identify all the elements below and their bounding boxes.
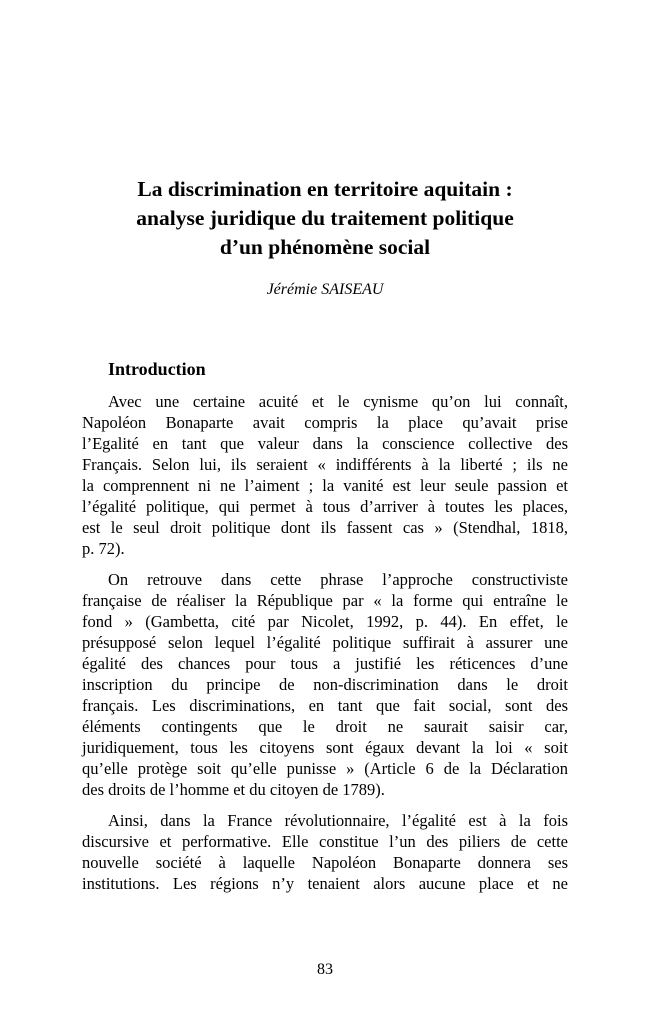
article-title — [80, 175, 570, 262]
text-line: On retrouve dans cette phrase l’approche constructiviste — [108, 570, 568, 589]
text-line: l’égalité politique, qui permet à tous d’arriver à toutes les places, — [82, 497, 568, 516]
text-line: discursive et performative. Elle constitue l’un des piliers de cette — [82, 832, 568, 851]
paragraph — [82, 810, 568, 894]
title-line: analyse juridique du traitement politique — [136, 206, 514, 230]
text-line: fond » (Gambetta, cité par Nicolet, 1992, p. 44). En effet, le — [82, 612, 568, 631]
text-line: inscription du principe de non-discrimination dans le droit — [82, 675, 568, 694]
title-line: d’un phénomène social — [219, 235, 431, 259]
article-body — [82, 391, 568, 904]
title-line: La discrimination en territoire aquitain : — [137, 177, 513, 201]
page-number: 83 — [317, 961, 333, 978]
paragraph — [82, 569, 568, 800]
text-line: la comprennent ni ne l’aiment ; la vanité est leur seule passion et — [82, 476, 568, 495]
text-line: Napoléon Bonaparte avait compris la place qu’avait prise — [82, 413, 568, 432]
text-line: qu’elle protège soit qu’elle punisse » (Article 6 de la Déclaration — [82, 759, 568, 778]
section-heading: Introduction — [108, 359, 206, 379]
text-line: français. Les discriminations, en tant que fait social, sont des — [82, 696, 568, 715]
paragraph — [82, 391, 568, 559]
text-line: française de réaliser la République par « la forme qui entraîne le — [82, 591, 568, 610]
text-line: Français. Selon lui, ils seraient « indifférents à la liberté ; ils ne — [82, 455, 568, 474]
text-line: Avec une certaine acuité et le cynisme qu’on lui connaît, — [108, 392, 568, 411]
text-line: p. 72). — [82, 539, 125, 558]
text-line: des droits de l’homme et du citoyen de 1789). — [82, 780, 385, 799]
text-line: institutions. Les régions n’y tenaient alors aucune place et ne — [82, 874, 568, 893]
text-line: éléments contingents que le droit ne saurait saisir car, — [82, 717, 568, 736]
text-line: juridiquement, tous les citoyens sont égaux devant la loi « soit — [82, 738, 568, 757]
author-name: Jérémie SAISEAU — [266, 281, 384, 298]
text-line: Ainsi, dans la France révolutionnaire, l’égalité est à la fois — [108, 811, 568, 830]
text-line: égalité des chances pour tous a justifié les réticences d’une — [82, 654, 568, 673]
text-line: est le seul droit politique dont ils fassent cas » (Stendhal, 1818, — [82, 518, 568, 537]
text-line: présupposé selon lequel l’égalité politique suffirait à assurer une — [82, 633, 568, 652]
text-line: l’Egalité en tant que valeur dans la conscience collective des — [82, 434, 568, 453]
text-line: nouvelle société à laquelle Napoléon Bonaparte donnera ses — [82, 853, 568, 872]
